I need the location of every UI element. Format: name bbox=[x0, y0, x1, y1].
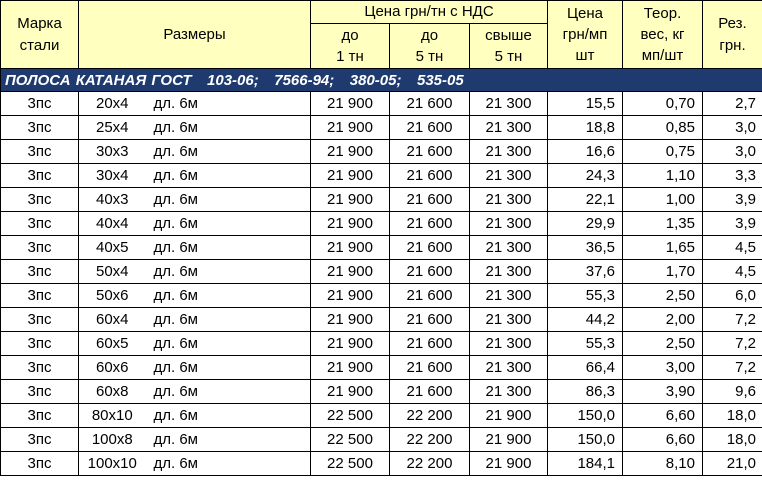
table-header bbox=[1, 1, 762, 69]
cell-price-1t: 21 900 bbox=[311, 188, 390, 212]
cell-size: 60x4 bbox=[79, 308, 146, 332]
cell-cut-price: 7,2 bbox=[703, 332, 762, 356]
cell-price-over-5t: 21 300 bbox=[470, 332, 548, 356]
cell-unit-price: 55,3 bbox=[548, 332, 623, 356]
section-title: ПОЛОСА КАТАНАЯ ГОСТ 103-06; 7566-94; 380-05; 535-05 bbox=[1, 69, 762, 92]
cell-price-over-5t: 21 300 bbox=[470, 92, 548, 116]
header-weight-line1: Теор. bbox=[643, 5, 682, 22]
header-unit-price-line1: Цена bbox=[566, 5, 604, 22]
cell-cut-price: 18,0 bbox=[703, 404, 762, 428]
header-price-5t-line2: 5 тн bbox=[415, 48, 444, 65]
cell-price-5t: 22 200 bbox=[390, 404, 470, 428]
header-price-group bbox=[311, 1, 548, 24]
cell-price-over-5t: 21 300 bbox=[470, 140, 548, 164]
cell-price-over-5t: 21 300 bbox=[470, 284, 548, 308]
cell-weight: 3,00 bbox=[623, 356, 703, 380]
cell-length: дл. 6м bbox=[146, 164, 311, 188]
header-unit-price-line2: грн/мп bbox=[562, 26, 608, 43]
table-row bbox=[1, 332, 762, 356]
cell-cut-price: 3,0 bbox=[703, 116, 762, 140]
cell-cut-price: 4,5 bbox=[703, 260, 762, 284]
cell-grade: 3пс bbox=[1, 356, 79, 380]
cell-grade: 3пс bbox=[1, 428, 79, 452]
cell-price-1t: 21 900 bbox=[311, 260, 390, 284]
cell-cut-price: 21,0 bbox=[703, 452, 762, 476]
cell-unit-price: 18,8 bbox=[548, 116, 623, 140]
table-row bbox=[1, 260, 762, 284]
cell-weight: 1,65 bbox=[623, 236, 703, 260]
cell-grade: 3пс bbox=[1, 284, 79, 308]
cell-cut-price: 7,2 bbox=[703, 356, 762, 380]
cell-price-1t: 21 900 bbox=[311, 116, 390, 140]
cell-price-5t: 21 600 bbox=[390, 308, 470, 332]
table-row bbox=[1, 116, 762, 140]
cell-unit-price: 44,2 bbox=[548, 308, 623, 332]
header-grade bbox=[1, 1, 79, 69]
cell-cut-price: 3,3 bbox=[703, 164, 762, 188]
table-row bbox=[1, 452, 762, 476]
table-row bbox=[1, 284, 762, 308]
header-cut bbox=[703, 1, 762, 69]
cell-unit-price: 150,0 bbox=[548, 428, 623, 452]
cell-grade: 3пс bbox=[1, 92, 79, 116]
cell-weight: 3,90 bbox=[623, 380, 703, 404]
cell-grade: 3пс bbox=[1, 164, 79, 188]
cell-cut-price: 3,9 bbox=[703, 188, 762, 212]
cell-price-over-5t: 21 300 bbox=[470, 212, 548, 236]
cell-price-1t: 22 500 bbox=[311, 452, 390, 476]
cell-length: дл. 6м bbox=[146, 116, 311, 140]
cell-weight: 8,10 bbox=[623, 452, 703, 476]
header-price-1t-line2: 1 тн bbox=[336, 48, 364, 65]
header-unit-price bbox=[548, 1, 623, 69]
cell-grade: 3пс bbox=[1, 308, 79, 332]
cell-weight: 6,60 bbox=[623, 428, 703, 452]
cell-price-1t: 21 900 bbox=[311, 92, 390, 116]
cell-length: дл. 6м bbox=[146, 404, 311, 428]
cell-price-1t: 21 900 bbox=[311, 356, 390, 380]
cell-price-over-5t: 21 300 bbox=[470, 260, 548, 284]
cell-grade: 3пс bbox=[1, 212, 79, 236]
cell-size: 30x3 bbox=[79, 140, 146, 164]
cell-weight: 1,10 bbox=[623, 164, 703, 188]
table-row bbox=[1, 236, 762, 260]
header-cut-line1: Рез. bbox=[718, 14, 747, 32]
cell-price-over-5t: 21 300 bbox=[470, 236, 548, 260]
cell-length: дл. 6м bbox=[146, 452, 311, 476]
cell-price-over-5t: 21 300 bbox=[470, 116, 548, 140]
cell-grade: 3пс bbox=[1, 140, 79, 164]
header-weight bbox=[623, 1, 703, 69]
header-price-over-line1: свыше bbox=[485, 27, 532, 44]
cell-price-5t: 22 200 bbox=[390, 428, 470, 452]
cell-price-5t: 21 600 bbox=[390, 164, 470, 188]
cell-price-over-5t: 21 900 bbox=[470, 428, 548, 452]
cell-grade: 3пс bbox=[1, 260, 79, 284]
cell-unit-price: 55,3 bbox=[548, 284, 623, 308]
cell-price-over-5t: 21 300 bbox=[470, 380, 548, 404]
table-body bbox=[1, 92, 762, 476]
cell-price-5t: 21 600 bbox=[390, 236, 470, 260]
cell-unit-price: 184,1 bbox=[548, 452, 623, 476]
table-row bbox=[1, 308, 762, 332]
header-price-1t-line1: до bbox=[341, 27, 359, 44]
cell-weight: 2,50 bbox=[623, 284, 703, 308]
cell-size: 50x6 bbox=[79, 284, 146, 308]
cell-cut-price: 9,6 bbox=[703, 380, 762, 404]
header-price-over-line2: 5 тн bbox=[494, 48, 523, 65]
cell-price-5t: 21 600 bbox=[390, 188, 470, 212]
cell-price-1t: 21 900 bbox=[311, 380, 390, 404]
cell-unit-price: 86,3 bbox=[548, 380, 623, 404]
cell-price-1t: 21 900 bbox=[311, 284, 390, 308]
cell-price-5t: 21 600 bbox=[390, 212, 470, 236]
cell-price-1t: 22 500 bbox=[311, 428, 390, 452]
cell-length: дл. 6м bbox=[146, 332, 311, 356]
cell-grade: 3пс bbox=[1, 188, 79, 212]
header-weight-line3: мп/шт bbox=[641, 47, 684, 64]
table-row bbox=[1, 428, 762, 452]
cell-price-1t: 21 900 bbox=[311, 236, 390, 260]
cell-cut-price: 3,9 bbox=[703, 212, 762, 236]
cell-length: дл. 6м bbox=[146, 356, 311, 380]
table-row bbox=[1, 404, 762, 428]
cell-price-5t: 22 200 bbox=[390, 452, 470, 476]
cell-grade: 3пс bbox=[1, 404, 79, 428]
cell-size: 100x10 bbox=[79, 452, 146, 476]
cell-price-1t: 21 900 bbox=[311, 332, 390, 356]
cell-length: дл. 6м bbox=[146, 236, 311, 260]
cell-weight: 1,35 bbox=[623, 212, 703, 236]
cell-size: 60x6 bbox=[79, 356, 146, 380]
section-row bbox=[1, 69, 762, 92]
cell-weight: 2,50 bbox=[623, 332, 703, 356]
cell-cut-price: 3,0 bbox=[703, 140, 762, 164]
cell-size: 60x8 bbox=[79, 380, 146, 404]
header-price-over-5t bbox=[470, 24, 548, 69]
cell-length: дл. 6м bbox=[146, 140, 311, 164]
cell-price-over-5t: 21 300 bbox=[470, 188, 548, 212]
cell-length: дл. 6м bbox=[146, 308, 311, 332]
cell-size: 60x5 bbox=[79, 332, 146, 356]
cell-length: дл. 6м bbox=[146, 260, 311, 284]
cell-size: 40x4 bbox=[79, 212, 146, 236]
cell-price-over-5t: 21 900 bbox=[470, 404, 548, 428]
cell-length: дл. 6м bbox=[146, 188, 311, 212]
cell-grade: 3пс bbox=[1, 380, 79, 404]
cell-unit-price: 16,6 bbox=[548, 140, 623, 164]
header-weight-line2: вес, кг bbox=[640, 26, 685, 43]
cell-unit-price: 29,9 bbox=[548, 212, 623, 236]
cell-weight: 0,85 bbox=[623, 116, 703, 140]
cell-size: 40x3 bbox=[79, 188, 146, 212]
cell-weight: 2,00 bbox=[623, 308, 703, 332]
cell-length: дл. 6м bbox=[146, 284, 311, 308]
cell-weight: 6,60 bbox=[623, 404, 703, 428]
table-row bbox=[1, 212, 762, 236]
cell-price-over-5t: 21 300 bbox=[470, 356, 548, 380]
cell-cut-price: 18,0 bbox=[703, 428, 762, 452]
cell-price-1t: 21 900 bbox=[311, 308, 390, 332]
header-grade-line2: стали bbox=[19, 36, 60, 54]
cell-size: 25x4 bbox=[79, 116, 146, 140]
table-row bbox=[1, 188, 762, 212]
cell-price-5t: 21 600 bbox=[390, 332, 470, 356]
cell-unit-price: 15,5 bbox=[548, 92, 623, 116]
cell-grade: 3пс bbox=[1, 116, 79, 140]
table-row bbox=[1, 380, 762, 404]
cell-unit-price: 36,5 bbox=[548, 236, 623, 260]
cell-unit-price: 150,0 bbox=[548, 404, 623, 428]
cell-size: 80x10 bbox=[79, 404, 146, 428]
cell-price-5t: 21 600 bbox=[390, 140, 470, 164]
cell-price-1t: 22 500 bbox=[311, 404, 390, 428]
cell-unit-price: 24,3 bbox=[548, 164, 623, 188]
cell-price-5t: 21 600 bbox=[390, 92, 470, 116]
header-price-group-label: Цена грн/тн с НДС bbox=[364, 3, 494, 20]
cell-cut-price: 2,7 bbox=[703, 92, 762, 116]
header-grade-line1: Марка bbox=[17, 14, 62, 32]
cell-cut-price: 4,5 bbox=[703, 236, 762, 260]
cell-price-1t: 21 900 bbox=[311, 212, 390, 236]
cell-grade: 3пс bbox=[1, 452, 79, 476]
cell-size: 40x5 bbox=[79, 236, 146, 260]
cell-price-over-5t: 21 300 bbox=[470, 164, 548, 188]
cell-size: 30x4 bbox=[79, 164, 146, 188]
cell-price-5t: 21 600 bbox=[390, 116, 470, 140]
cell-weight: 0,70 bbox=[623, 92, 703, 116]
header-sizes bbox=[79, 1, 311, 69]
table-row bbox=[1, 356, 762, 380]
cell-weight: 1,70 bbox=[623, 260, 703, 284]
cell-cut-price: 6,0 bbox=[703, 284, 762, 308]
cell-price-5t: 21 600 bbox=[390, 356, 470, 380]
cell-price-over-5t: 21 900 bbox=[470, 452, 548, 476]
cell-length: дл. 6м bbox=[146, 92, 311, 116]
cell-price-1t: 21 900 bbox=[311, 140, 390, 164]
header-price-5t-line1: до bbox=[420, 27, 439, 44]
cell-size: 50x4 bbox=[79, 260, 146, 284]
cell-size: 20x4 bbox=[79, 92, 146, 116]
cell-price-5t: 21 600 bbox=[390, 260, 470, 284]
cell-grade: 3пс bbox=[1, 332, 79, 356]
header-unit-price-line3: шт bbox=[575, 47, 595, 64]
cell-cut-price: 7,2 bbox=[703, 308, 762, 332]
cell-price-1t: 21 900 bbox=[311, 164, 390, 188]
cell-unit-price: 66,4 bbox=[548, 356, 623, 380]
cell-length: дл. 6м bbox=[146, 428, 311, 452]
cell-weight: 0,75 bbox=[623, 140, 703, 164]
cell-size: 100x8 bbox=[79, 428, 146, 452]
cell-length: дл. 6м bbox=[146, 380, 311, 404]
cell-unit-price: 22,1 bbox=[548, 188, 623, 212]
table-row bbox=[1, 164, 762, 188]
table-row bbox=[1, 140, 762, 164]
cell-unit-price: 37,6 bbox=[548, 260, 623, 284]
header-price-5t bbox=[390, 24, 470, 69]
cell-price-5t: 21 600 bbox=[390, 284, 470, 308]
cell-weight: 1,00 bbox=[623, 188, 703, 212]
cell-price-over-5t: 21 300 bbox=[470, 308, 548, 332]
table-row bbox=[1, 92, 762, 116]
cell-length: дл. 6м bbox=[146, 212, 311, 236]
header-cut-line2: грн. bbox=[719, 36, 746, 54]
header-price-1t bbox=[311, 24, 390, 69]
cell-price-5t: 21 600 bbox=[390, 380, 470, 404]
cell-grade: 3пс bbox=[1, 236, 79, 260]
header-sizes-label: Размеры bbox=[163, 25, 226, 43]
